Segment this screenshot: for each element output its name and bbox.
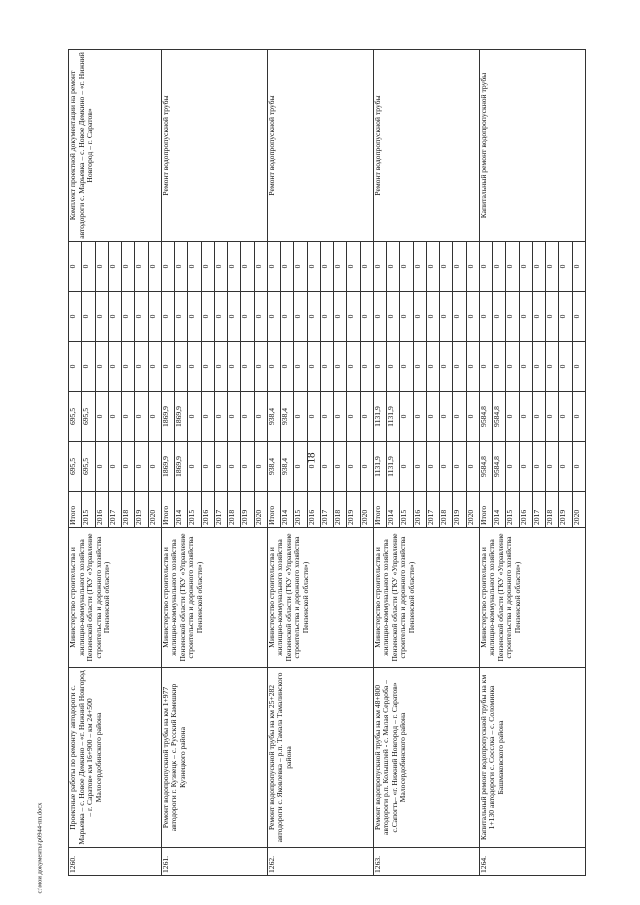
year-cell: 2016: [95, 492, 108, 528]
event-name-cell: Ремонт водопропускной трубы на км 1+977 автодороги г. Кузнецк – с. Русский Камешкир Кузнецкого района: [161, 668, 267, 848]
federal-budget-cell: 0: [281, 342, 294, 392]
total-amount-cell: 0: [466, 442, 479, 492]
local-budget-cell: 0: [466, 292, 479, 342]
other-sources-cell: 0: [108, 242, 121, 292]
regional-budget-cell: 0: [334, 392, 347, 442]
regional-budget-cell: 0: [426, 392, 439, 442]
federal-budget-cell: 0: [387, 342, 400, 392]
year-cell: 2017: [108, 492, 121, 528]
year-cell: Итого: [161, 492, 174, 528]
local-budget-cell: 0: [161, 292, 174, 342]
total-amount-cell: 0: [453, 442, 466, 492]
federal-budget-cell: 0: [559, 342, 572, 392]
year-cell: 2018: [122, 492, 135, 528]
other-sources-cell: 0: [188, 242, 201, 292]
other-sources-cell: 0: [546, 242, 559, 292]
other-sources-cell: 0: [360, 242, 373, 292]
row-number-cell: 1261.: [161, 848, 267, 876]
federal-budget-cell: 0: [360, 342, 373, 392]
row-number-cell: 1260.: [69, 848, 162, 876]
federal-budget-cell: 0: [413, 342, 426, 392]
table-row: [161, 50, 174, 876]
event-name-cell: Ремонт водопропускной трубы на км 48+800 автодороги р.п. Колышлей - с. Малая Сердоба – с.Сапогть– «г. Нижний Новгород – г. Саратов» Малосердобинского района: [373, 668, 479, 848]
total-amount-cell: 0: [506, 442, 519, 492]
regional-budget-cell: 0: [506, 392, 519, 442]
regional-budget-cell: 0: [572, 392, 586, 442]
total-amount-cell: 9584,8: [493, 442, 506, 492]
federal-budget-cell: 0: [453, 342, 466, 392]
total-amount-cell: 0: [122, 442, 135, 492]
local-budget-cell: 0: [214, 292, 227, 342]
other-sources-cell: 0: [453, 242, 466, 292]
federal-budget-cell: 0: [148, 342, 161, 392]
regional-budget-cell: 0: [546, 392, 559, 442]
other-sources-cell: 0: [241, 242, 254, 292]
regional-budget-cell: 938,4: [281, 392, 294, 442]
federal-budget-cell: 0: [532, 342, 545, 392]
page-number: 18: [305, 452, 318, 464]
federal-budget-cell: 0: [373, 342, 386, 392]
total-amount-cell: 0: [294, 442, 307, 492]
total-amount-cell: 0: [188, 442, 201, 492]
executor-cell: Министерство строительства и жилищно-коммунального хозяйства Пензенской области (ГКУ «Управление строительства и дорожного хозяйства Пензенской области»): [69, 528, 162, 668]
federal-budget-cell: 0: [400, 342, 413, 392]
total-amount-cell: 0: [360, 442, 373, 492]
table-body: [69, 50, 586, 876]
year-cell: 2017: [532, 492, 545, 528]
regional-budget-cell: 0: [294, 392, 307, 442]
result-cell: Капитальный ремонт водопропускной трубы: [479, 50, 585, 242]
total-amount-cell: 1869,9: [161, 442, 174, 492]
table-row: [69, 50, 82, 876]
row-number-cell: 1263.: [373, 848, 479, 876]
local-budget-cell: 0: [95, 292, 108, 342]
regional-budget-cell: 695,5: [82, 392, 95, 442]
local-budget-cell: 0: [294, 292, 307, 342]
local-budget-cell: 0: [519, 292, 532, 342]
federal-budget-cell: 0: [228, 342, 241, 392]
total-amount-cell: 9584,8: [479, 442, 492, 492]
federal-budget-cell: 0: [241, 342, 254, 392]
local-budget-cell: 0: [426, 292, 439, 342]
regional-budget-cell: 1869,9: [161, 392, 174, 442]
federal-budget-cell: 0: [135, 342, 148, 392]
local-budget-cell: 0: [453, 292, 466, 342]
other-sources-cell: 0: [479, 242, 492, 292]
federal-budget-cell: 0: [82, 342, 95, 392]
other-sources-cell: 0: [400, 242, 413, 292]
federal-budget-cell: 0: [95, 342, 108, 392]
regional-budget-cell: 938,4: [267, 392, 280, 442]
federal-budget-cell: 0: [267, 342, 280, 392]
federal-budget-cell: 0: [546, 342, 559, 392]
result-cell: Ремонт водопропускной трубы: [267, 50, 373, 242]
year-cell: Итого: [69, 492, 82, 528]
regional-budget-cell: 0: [135, 392, 148, 442]
total-amount-cell: 0: [95, 442, 108, 492]
other-sources-cell: 0: [493, 242, 506, 292]
total-amount-cell: 0: [413, 442, 426, 492]
regional-budget-cell: 0: [122, 392, 135, 442]
other-sources-cell: 0: [69, 242, 82, 292]
federal-budget-cell: 0: [519, 342, 532, 392]
other-sources-cell: 0: [214, 242, 227, 292]
other-sources-cell: 0: [347, 242, 360, 292]
regional-budget-cell: 9584,8: [479, 392, 492, 442]
year-cell: 2019: [241, 492, 254, 528]
year-cell: 2014: [281, 492, 294, 528]
local-budget-cell: 0: [320, 292, 333, 342]
other-sources-cell: 0: [161, 242, 174, 292]
year-cell: 2015: [506, 492, 519, 528]
total-amount-cell: 0: [347, 442, 360, 492]
regional-budget-cell: 1869,9: [175, 392, 188, 442]
executor-cell: Министерство строительства и жилищно-коммунального хозяйства Пензенской области (ГКУ «Управление строительства и дорожного хозяйства Пензенской области»): [267, 528, 373, 668]
total-amount-cell: 0: [214, 442, 227, 492]
federal-budget-cell: 0: [440, 342, 453, 392]
result-cell: Ремонт водопропускной трубы: [373, 50, 479, 242]
total-amount-cell: 0: [201, 442, 214, 492]
other-sources-cell: 0: [373, 242, 386, 292]
year-cell: 2014: [493, 492, 506, 528]
regional-budget-cell: 0: [453, 392, 466, 442]
local-budget-cell: 0: [188, 292, 201, 342]
regional-budget-cell: 0: [108, 392, 121, 442]
federal-budget-cell: 0: [466, 342, 479, 392]
year-cell: 2016: [519, 492, 532, 528]
regional-budget-cell: 695,5: [69, 392, 82, 442]
local-budget-cell: 0: [493, 292, 506, 342]
regional-budget-cell: 1131,9: [387, 392, 400, 442]
federal-budget-cell: 0: [214, 342, 227, 392]
other-sources-cell: 0: [148, 242, 161, 292]
federal-budget-cell: 0: [506, 342, 519, 392]
total-amount-cell: 0: [135, 442, 148, 492]
regional-budget-cell: 0: [400, 392, 413, 442]
year-cell: 2016: [201, 492, 214, 528]
year-cell: 2020: [572, 492, 586, 528]
year-cell: 2020: [254, 492, 267, 528]
year-cell: 2019: [453, 492, 466, 528]
year-cell: 2019: [135, 492, 148, 528]
regional-budget-cell: 1131,9: [373, 392, 386, 442]
local-budget-cell: 0: [254, 292, 267, 342]
local-budget-cell: 0: [175, 292, 188, 342]
table-row: [373, 50, 386, 876]
other-sources-cell: 0: [413, 242, 426, 292]
federal-budget-cell: 0: [175, 342, 188, 392]
local-budget-cell: 0: [387, 292, 400, 342]
year-cell: 2018: [546, 492, 559, 528]
total-amount-cell: 1131,9: [373, 442, 386, 492]
local-budget-cell: 0: [347, 292, 360, 342]
local-budget-cell: 0: [400, 292, 413, 342]
regional-budget-cell: 0: [360, 392, 373, 442]
file-path-footer: c:\мои документы\р0944-пп.docx: [36, 802, 44, 894]
year-cell: Итого: [479, 492, 492, 528]
federal-budget-cell: 0: [572, 342, 586, 392]
total-amount-cell: 0: [148, 442, 161, 492]
local-budget-cell: 0: [413, 292, 426, 342]
year-cell: 2017: [426, 492, 439, 528]
federal-budget-cell: 0: [493, 342, 506, 392]
total-amount-cell: 0: [400, 442, 413, 492]
federal-budget-cell: 0: [307, 342, 320, 392]
other-sources-cell: 0: [95, 242, 108, 292]
regional-budget-cell: 0: [519, 392, 532, 442]
other-sources-cell: 0: [175, 242, 188, 292]
regional-budget-cell: 9584,8: [493, 392, 506, 442]
local-budget-cell: 0: [69, 292, 82, 342]
local-budget-cell: 0: [479, 292, 492, 342]
year-cell: 2015: [188, 492, 201, 528]
total-amount-cell: 0: [440, 442, 453, 492]
year-cell: 2016: [413, 492, 426, 528]
local-budget-cell: 0: [532, 292, 545, 342]
year-cell: 2015: [294, 492, 307, 528]
year-cell: 2014: [387, 492, 400, 528]
other-sources-cell: 0: [254, 242, 267, 292]
federal-budget-cell: 0: [334, 342, 347, 392]
federal-budget-cell: 0: [426, 342, 439, 392]
table-row: [479, 50, 492, 876]
local-budget-cell: 0: [201, 292, 214, 342]
year-cell: 2018: [440, 492, 453, 528]
other-sources-cell: 0: [387, 242, 400, 292]
total-amount-cell: 0: [572, 442, 586, 492]
year-cell: 2019: [559, 492, 572, 528]
federal-budget-cell: 0: [161, 342, 174, 392]
local-budget-cell: 0: [281, 292, 294, 342]
rotated-table-container: [68, 50, 586, 876]
regional-budget-cell: 0: [228, 392, 241, 442]
row-number-cell: 1262.: [267, 848, 373, 876]
year-cell: 2017: [214, 492, 227, 528]
total-amount-cell: 695,5: [69, 442, 82, 492]
federal-budget-cell: 0: [201, 342, 214, 392]
total-amount-cell: 0: [320, 442, 333, 492]
total-amount-cell: 695,5: [82, 442, 95, 492]
local-budget-cell: 0: [82, 292, 95, 342]
local-budget-cell: 0: [572, 292, 586, 342]
other-sources-cell: 0: [281, 242, 294, 292]
year-cell: 2020: [148, 492, 161, 528]
local-budget-cell: 0: [307, 292, 320, 342]
other-sources-cell: 0: [466, 242, 479, 292]
year-cell: Итого: [373, 492, 386, 528]
other-sources-cell: 0: [201, 242, 214, 292]
regional-budget-cell: 0: [307, 392, 320, 442]
year-cell: 2014: [175, 492, 188, 528]
executor-cell: Министерство строительства и жилищно-коммунального хозяйства Пензенской области (ГКУ «Управление строительства и дорожного хозяйства Пензенской области»): [479, 528, 585, 668]
total-amount-cell: 0: [519, 442, 532, 492]
local-budget-cell: 0: [267, 292, 280, 342]
local-budget-cell: 0: [440, 292, 453, 342]
total-amount-cell: 0: [334, 442, 347, 492]
federal-budget-cell: 0: [320, 342, 333, 392]
other-sources-cell: 0: [519, 242, 532, 292]
year-cell: 2017: [320, 492, 333, 528]
federal-budget-cell: 0: [254, 342, 267, 392]
total-amount-cell: 938,4: [267, 442, 280, 492]
local-budget-cell: 0: [228, 292, 241, 342]
federal-budget-cell: 0: [122, 342, 135, 392]
year-cell: 2015: [82, 492, 95, 528]
year-cell: Итого: [267, 492, 280, 528]
year-cell: 2019: [347, 492, 360, 528]
executor-cell: Министерство строительства и жилищно-коммунального хозяйства Пензенской области (ГКУ «Управление строительства и дорожного хозяйства Пензенской области»): [161, 528, 267, 668]
local-budget-cell: 0: [122, 292, 135, 342]
local-budget-cell: 0: [148, 292, 161, 342]
regional-budget-cell: 0: [440, 392, 453, 442]
other-sources-cell: 0: [506, 242, 519, 292]
regional-budget-cell: 0: [214, 392, 227, 442]
event-name-cell: Проектные работы по ремонту автодороги с. Марьевка – с. Новое Демкино – «г. Нижний Новгород – г. Саратов» км 16+900 – км 24+500 Малосердобинского района: [69, 668, 162, 848]
year-cell: 2020: [360, 492, 373, 528]
local-budget-cell: 0: [373, 292, 386, 342]
local-budget-cell: 0: [108, 292, 121, 342]
federal-budget-cell: 0: [108, 342, 121, 392]
regional-budget-cell: 0: [254, 392, 267, 442]
local-budget-cell: 0: [135, 292, 148, 342]
other-sources-cell: 0: [572, 242, 586, 292]
other-sources-cell: 0: [559, 242, 572, 292]
other-sources-cell: 0: [135, 242, 148, 292]
year-cell: 2020: [466, 492, 479, 528]
total-amount-cell: 0: [532, 442, 545, 492]
local-budget-cell: 0: [559, 292, 572, 342]
other-sources-cell: 0: [320, 242, 333, 292]
regional-budget-cell: 0: [466, 392, 479, 442]
total-amount-cell: 0: [426, 442, 439, 492]
year-cell: 2018: [334, 492, 347, 528]
federal-budget-cell: 0: [188, 342, 201, 392]
event-name-cell: Ремонт водопропускной трубы на км 25+282 автодороги с. Яковлевка – р.п. Тамала Тамалинского района: [267, 668, 373, 848]
regional-budget-cell: 0: [148, 392, 161, 442]
total-amount-cell: 0: [108, 442, 121, 492]
regional-budget-cell: 0: [413, 392, 426, 442]
local-budget-cell: 0: [241, 292, 254, 342]
local-budget-cell: 0: [506, 292, 519, 342]
event-name-cell: Капитальный ремонт водопропускной трубы на км 1+130 автодороги с. Сосслка – с. Соломинка Башмаковского района: [479, 668, 585, 848]
table-row: [267, 50, 280, 876]
program-table: [68, 49, 586, 876]
total-amount-cell: 1869,9: [175, 442, 188, 492]
total-amount-cell: 0: [307, 442, 320, 492]
total-amount-cell: 938,4: [281, 442, 294, 492]
total-amount-cell: 1131,9: [387, 442, 400, 492]
regional-budget-cell: 0: [347, 392, 360, 442]
result-cell: Комплект проектной документации на ремонт автодороги с. Марьевка – с. Новое Демкино – «г. Нижний Новгород – г. Саратов»: [69, 50, 162, 242]
total-amount-cell: 0: [546, 442, 559, 492]
other-sources-cell: 0: [228, 242, 241, 292]
other-sources-cell: 0: [122, 242, 135, 292]
federal-budget-cell: 0: [347, 342, 360, 392]
total-amount-cell: 0: [559, 442, 572, 492]
other-sources-cell: 0: [307, 242, 320, 292]
federal-budget-cell: 0: [69, 342, 82, 392]
year-cell: 2015: [400, 492, 413, 528]
regional-budget-cell: 0: [241, 392, 254, 442]
regional-budget-cell: 0: [320, 392, 333, 442]
total-amount-cell: 0: [228, 442, 241, 492]
executor-cell: Министерство строительства и жилищно-коммунального хозяйства Пензенской области (ГКУ «Управление строительства и дорожного хозяйства Пензенской области»): [373, 528, 479, 668]
other-sources-cell: 0: [267, 242, 280, 292]
regional-budget-cell: 0: [201, 392, 214, 442]
other-sources-cell: 0: [334, 242, 347, 292]
regional-budget-cell: 0: [188, 392, 201, 442]
total-amount-cell: 0: [241, 442, 254, 492]
total-amount-cell: 0: [254, 442, 267, 492]
regional-budget-cell: 0: [532, 392, 545, 442]
local-budget-cell: 0: [334, 292, 347, 342]
year-cell: 2018: [228, 492, 241, 528]
other-sources-cell: 0: [82, 242, 95, 292]
other-sources-cell: 0: [294, 242, 307, 292]
regional-budget-cell: 0: [559, 392, 572, 442]
other-sources-cell: 0: [532, 242, 545, 292]
result-cell: Ремонт водопропускной трубы: [161, 50, 267, 242]
other-sources-cell: 0: [426, 242, 439, 292]
regional-budget-cell: 0: [95, 392, 108, 442]
federal-budget-cell: 0: [479, 342, 492, 392]
year-cell: 2016: [307, 492, 320, 528]
federal-budget-cell: 0: [294, 342, 307, 392]
local-budget-cell: 0: [360, 292, 373, 342]
local-budget-cell: 0: [546, 292, 559, 342]
row-number-cell: 1264.: [479, 848, 585, 876]
other-sources-cell: 0: [440, 242, 453, 292]
